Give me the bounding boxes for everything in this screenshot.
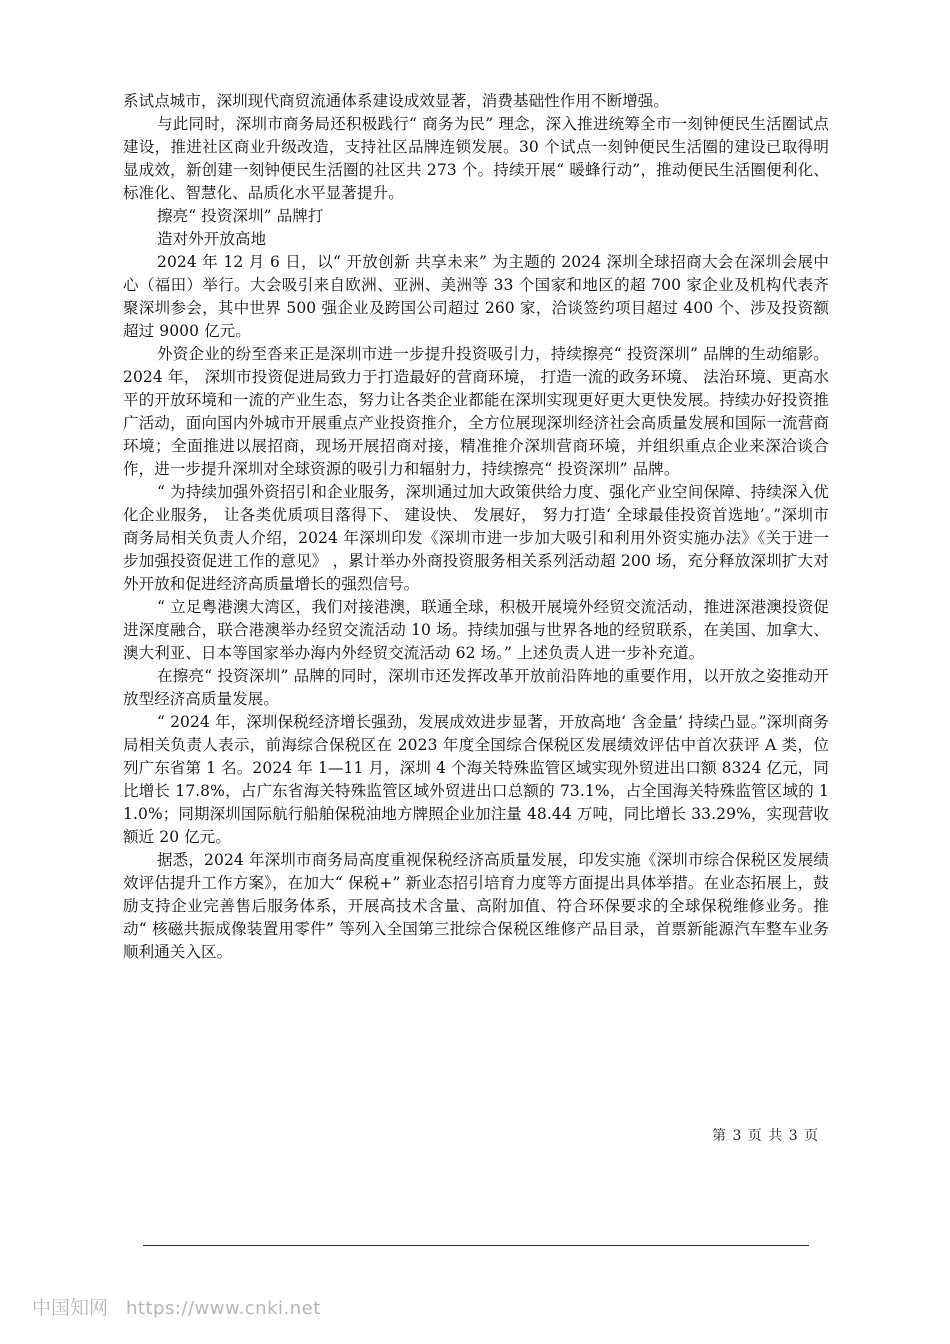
article-body [123, 90, 829, 964]
paragraph-foreign-investment: “ 为持续加强外资招引和企业服务，深圳通过加大政策供给力度、强化产业空间保障、持续深入优化企业服务， 让各类优质项目落得下、 建设快、 发展好， 努力打造‘ 全球最佳投资首选地’。”深圳市商务局相关负责人介绍，2024 年深圳印发《深圳市进一步加大吸引和利用外资实施办法》《关于进一步加强投资促进工作的意见》 ，累计举办外商投资服务相关系列活动超 200 场，充分释放深圳扩大对外开放和促进经济高质量增长的强烈信号。 [123, 483, 829, 593]
paragraph-investment-conference: 2024 年 12 月 6 日，以“ 开放创新 共享未来” 为主题的 2024 深圳全球招商大会在深圳会展中心（福田）举行。大会吸引来自欧洲、亚洲、美洲等 33 个国家和地区的超 700 家企业及机构代表齐聚深圳参会，其中世界 500 强企业及跨国公司超过 260 家，洽谈签约项目超过 400 个、涉及投资额超过 9000 亿元。 [123, 253, 829, 340]
paragraph-continuation: 系试点城市，深圳现代商贸流通体系建设成效显著，消费基础性作用不断增强。 [123, 92, 670, 110]
paragraph-community-service: 与此同时，深圳市商务局还积极践行“ 商务为民” 理念，深入推进统筹全市一刻钟便民生活圈试点建设，推进社区商业升级改造，支持社区品牌连锁发展。30 个试点一刻钟便民生活圈的建设已取得明显成效，新创建一刻钟便民生活圈的社区共 273 个。持续开展“ 暖蜂行动”，推动便民生活圈便利化、标准化、智慧化、品质化水平显著提升。 [123, 115, 829, 202]
paragraph-bonded-measures: 据悉，2024 年深圳市商务局高度重视保税经济高质量发展，印发实施《深圳市综合保税区发展绩效评估提升工作方案》，在加大“ 保税+” 新业态招引培育力度等方面提出具体举措。在业态拓展上，鼓励支持企业完善售后服务体系，开展高技术含量、高附加值、符合环保要求的全球保税维修业务。推动“ 核磁共振成像装置用零件” 等列入全国第三批综合保税区维修产品目录，首票新能源汽车整车业务顺利通关入区。 [123, 851, 829, 961]
watermark-brand: 中国知网 [32, 1297, 109, 1319]
paragraph-open-economy: 在擦亮“ 投资深圳” 品牌的同时，深圳市还发挥改革开放前沿阵地的重要作用，以开放之姿推动开放型经济高质量发展。 [123, 667, 829, 708]
paragraph-investment-brand: 外资企业的纷至沓来正是深圳市进一步提升投资吸引力，持续擦亮“ 投资深圳” 品牌的生动缩影。 2024 年， 深圳市投资促进局致力于打造最好的营商环境， 打造一流的政务环境、 法治环境、更高水平的开放环境和一流的产业生态，努力让各类企业都能在深圳实现更好更大更快发展。持续办好投资推广活动，面向国内外城市开展重点产业投资推介，全方位展现深圳经济社会高质量发展和国际一流营商环境；全面推进以展招商，现场开展招商对接，精准推介深圳营商环境，并组织重点企业来深洽谈合作，进一步提升深圳对全球资源的吸引力和辐射力，持续擦亮“ 投资深圳” 品牌。 [123, 345, 829, 478]
page-number: 第 3 页 共 3 页 [712, 1128, 820, 1144]
section-heading-line-2: 造对外开放高地 [157, 230, 267, 248]
paragraph-greater-bay-area: “ 立足粤港澳大湾区，我们对接港澳，联通全球，积极开展境外经贸交流活动，推进深港澳投资促进深度融合，联合港澳举办经贸交流活动 10 场。持续加强与世界各地的经贸联系，在美国、加拿大、澳大利亚、日本等国家举办海内外经贸交流活动 62 场。” 上述负责人进一步补充道。 [123, 598, 829, 662]
section-heading-line-1: 擦亮“ 投资深圳” 品牌打 [157, 207, 324, 225]
watermark-url: https://www.cnki.net [126, 1298, 321, 1319]
paragraph-bonded-economy: “ 2024 年，深圳保税经济增长强劲，发展成效进步显著，开放高地‘ 含金量’ 持续凸显。”深圳商务局相关负责人表示，前海综合保税区在 2023 年度全国综合保税区发展绩效评估中首次获评 A 类，位列广东省第 1 名。2024 年 1—11 月，深圳 4 个海关特殊监管区域实现外贸进出口额 8324 亿元，同比增长 17.8%，占广东省海关特殊监管区域外贸进出口总额的 73.1%，占全国海关特殊监管区域的 11.0%；同期深圳国际航行船舶保税油地方牌照企业加注量 48.44 万吨，同比增长 33.29%，实现营收额近 20 亿元。 [123, 713, 829, 846]
footer-divider [143, 1245, 809, 1246]
cnki-watermark [32, 1293, 321, 1320]
